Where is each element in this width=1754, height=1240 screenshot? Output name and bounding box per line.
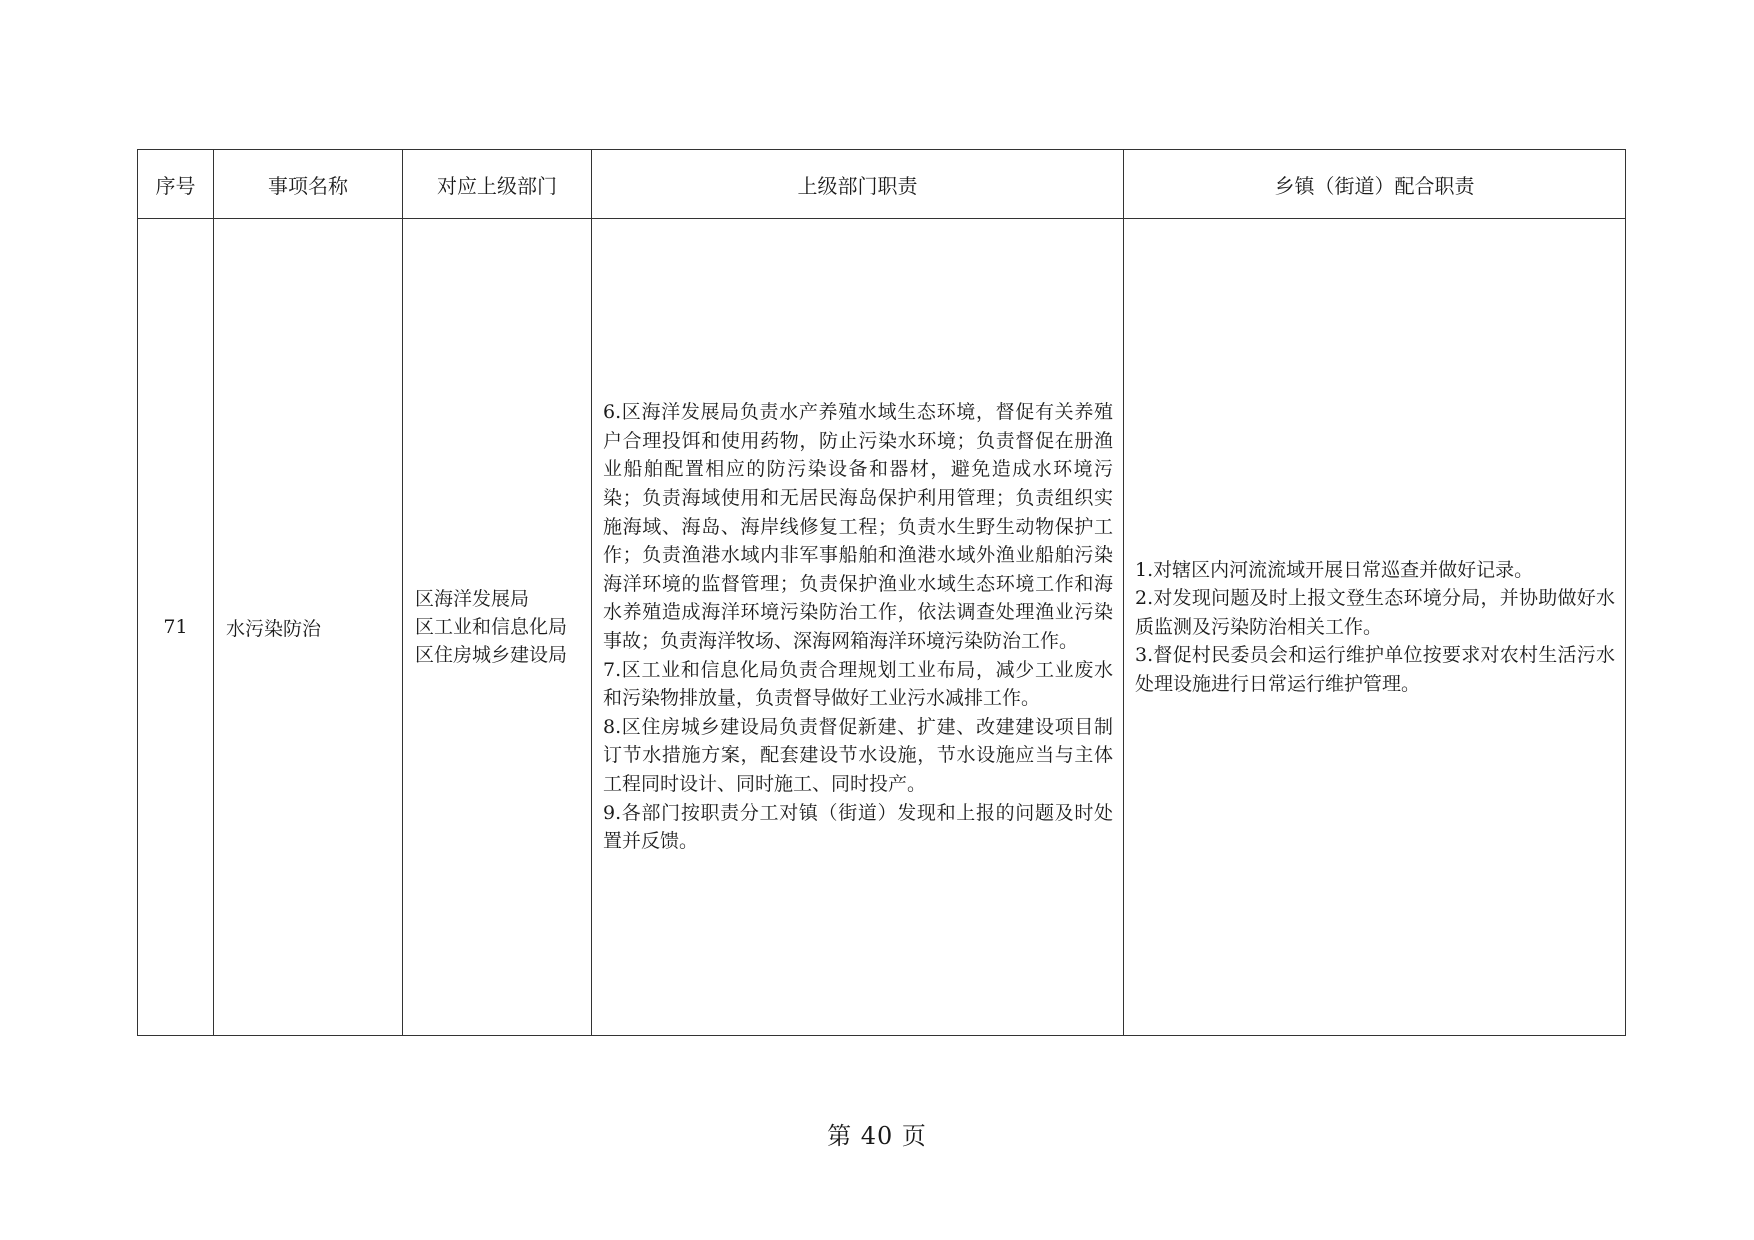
responsibility-table [137, 149, 1626, 1036]
table-row [138, 219, 1626, 1036]
department-name: 区工业和信息化局 [415, 616, 568, 638]
cell-item-name: 水污染防治 [214, 219, 403, 1036]
cell-town-duties [1124, 219, 1626, 1036]
department-name: 区海洋发展局 [415, 588, 530, 610]
header-town-duties: 乡镇（街道）配合职责 [1124, 150, 1626, 219]
page-number: 第 40 页 [827, 1122, 927, 1150]
town-duty-paragraph: 2.对发现问题及时上报文登生态环境分局，并协助做好水质监测及污染防治相关工作。 [1135, 587, 1615, 638]
cell-upper-department [403, 219, 592, 1036]
duty-paragraph: 9.各部门按职责分工对镇（街道）发现和上报的问题及时处置并反馈。 [603, 801, 1113, 853]
cell-upper-duties [592, 219, 1124, 1036]
town-duty-paragraph: 3.督促村民委员会和运行维护单位按要求对农村生活污水处理设施进行日常运行维护管理。 [1135, 644, 1615, 695]
header-upper-duties: 上级部门职责 [592, 150, 1124, 219]
duty-paragraph: 8.区住房城乡建设局负责督促新建、扩建、改建建设项目制订节水措施方案，配套建设节水设施，节水设施应当与主体工程同时设计、同时施工、同时投产。 [603, 715, 1113, 795]
duty-paragraph: 7.区工业和信息化局负责合理规划工业布局，减少工业废水和污染物排放量，负责督导做好工业污水减排工作。 [603, 658, 1113, 710]
header-upper-department: 对应上级部门 [403, 150, 592, 219]
table-header-row [138, 150, 1626, 219]
cell-serial-no: 71 [138, 219, 214, 1036]
header-item-name: 事项名称 [214, 150, 403, 219]
town-duty-paragraph: 1.对辖区内河流流域开展日常巡查并做好记录。 [1135, 558, 1534, 581]
department-name: 区住房城乡建设局 [415, 644, 568, 666]
header-serial-no: 序号 [138, 150, 214, 219]
duty-paragraph: 6.区海洋发展局负责水产养殖水域生态环境，督促有关养殖户合理投饵和使用药物，防止污染水环境；负责督促在册渔业船舶配置相应的防污染设备和器材，避免造成水环境污染；负责海域使用和无居民海岛保护利用管理；负责组织实施海域、海岛、海岸线修复工程；负责水生野生动物保护工作；负责渔港水域内非军事船舶和渔港水域外渔业船舶污染海洋环境的监督管理；负责保护渔业水域生态环境工作和海水养殖造成海洋环境污染防治工作，依法调查处理渔业污染事故；负责海洋牧场、深海网箱海洋环境污染防治工作。 [603, 401, 1113, 652]
